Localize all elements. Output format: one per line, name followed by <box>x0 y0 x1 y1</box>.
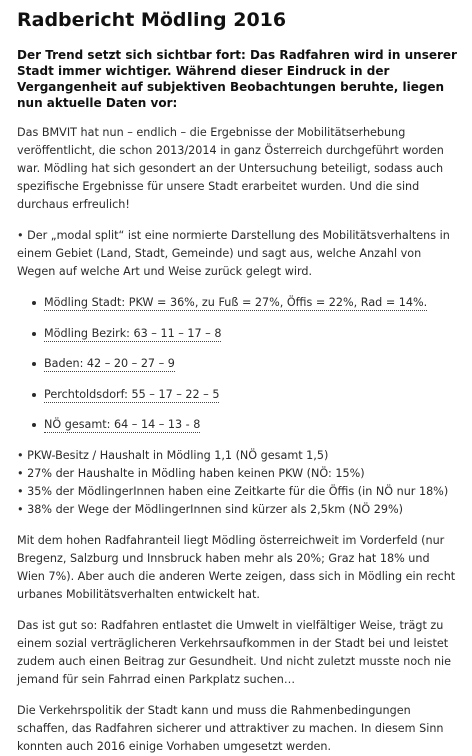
facts-list <box>17 447 458 519</box>
list-item <box>37 355 458 373</box>
fact-item: • 27% der Haushalte in Mödling haben keinen PKW (NÖ: 15%) <box>17 466 365 480</box>
list-item <box>37 416 458 434</box>
ranking-paragraph: Mit dem hohen Radfahranteil liegt Mödling österreichweit im Vorderfeld (nur Bregenz, Salzburg und Innsbruck haben mehr als 20%; Graz hat 18% und Wien 7%). Aber auch die anderen Werte zeigen, dass sich in Mödling ein recht urbanes Mobilitätsverhalten entwickelt hat. <box>17 533 456 601</box>
list-item <box>37 386 458 404</box>
list-item <box>37 294 458 312</box>
lead-paragraph: Der Trend setzt sich sichtbar fort: Das Radfahren wird in unserer Stadt immer wichtiger. Während dieser Eindruck in der Vergangenheit auf subjektiven Beobachtungen beruhte, liegen nun aktuelle Daten vor: <box>17 48 457 110</box>
modal-split-list <box>17 294 458 434</box>
list-item-text: Perchtoldsdorf: 55 – 17 – 22 – 5 <box>44 387 220 401</box>
list-item-text: Mödling Stadt: PKW = 36%, zu Fuß = 27%, Öffis = 22%, Rad = 14%. <box>44 296 428 309</box>
benefits-paragraph: Das ist gut so: Radfahren entlastet die Umwelt in vielfältiger Weise, trägt zu einem sozial verträglicheren Verkehrsaufkommen in der Stadt bei und leistet zudem auch einen Beitrag zur Gesundheit. Und nicht zuletzt musste noch nie jemand für sein Fahrrad einen Parkplatz suchen… <box>17 618 452 686</box>
page-title: Radbericht Mödling 2016 <box>17 9 287 31</box>
list-item-text: Baden: 42 – 20 – 27 – 9 <box>44 357 175 370</box>
fact-item: • PKW-Besitz / Haushalt in Mödling 1,1 (NÖ gesamt 1,5) <box>17 448 329 462</box>
intro-paragraph: Das BMVIT hat nun – endlich – die Ergebnisse der Mobilitätserhebung veröffentlicht, die schon 2013/2014 in ganz Österreich durchgeführt worden war. Mödling hat sich gesondert an der Untersuchung beteiligt, sodass auch spezifische Ergebnisse für unsere Stadt erarbeitet wurden. Und die sind durchaus erfreulich! <box>17 126 444 211</box>
list-item-text: Mödling Bezirk: 63 – 11 – 17 – 8 <box>44 326 222 340</box>
list-item-text: NÖ gesamt: 64 – 14 – 13 - 8 <box>44 418 201 431</box>
modal-split-paragraph: • Der „modal split“ ist eine normierte Darstellung des Mobilitätsverhaltens in einem Gebiet (Land, Stadt, Gemeinde) und sagt aus, welche Anzahl von Wegen auf welche Art und Weise zurück gelegt wird. <box>17 229 450 278</box>
fact-item: • 38% der Wege der MödlingerInnen sind kürzer als 2,5km (NÖ 29%) <box>17 502 404 516</box>
list-item <box>37 325 458 343</box>
policy-paragraph: Die Verkehrspolitik der Stadt kann und muss die Rahmenbedingungen schaffen, das Radfahren sicherer und attraktiver zu machen. In diesem Sinn konnten auch 2016 einige Vorhaben umgesetzt werden. <box>17 703 444 753</box>
fact-item: • 35% der MödlingerInnen haben eine Zeitkarte für die Öffis (in NÖ nur 18%) <box>17 484 449 498</box>
